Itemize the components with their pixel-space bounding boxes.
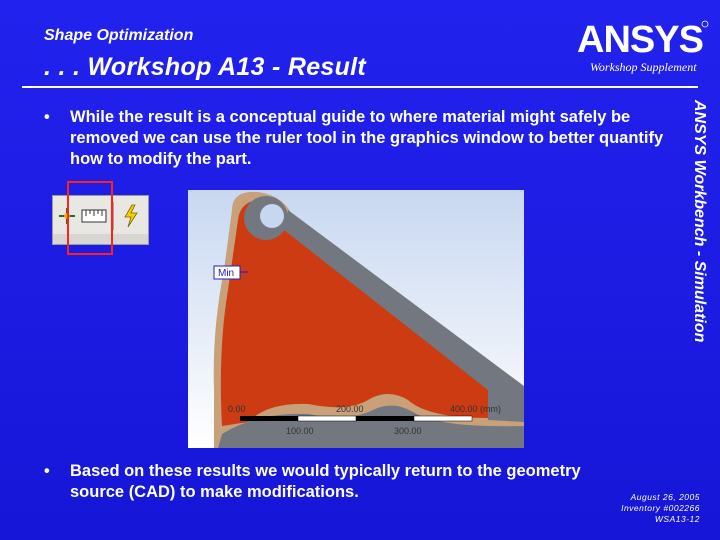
ruler-highlight-box bbox=[67, 181, 113, 255]
scale-bar-segment-1 bbox=[240, 416, 298, 421]
toolbar-separator bbox=[113, 202, 114, 230]
scale-tick-0: 0.00 bbox=[228, 404, 246, 414]
slide-title: . . . Workshop A13 - Result bbox=[44, 53, 367, 81]
scale-tick-2: 400.00 (mm) bbox=[450, 404, 502, 414]
footer-date: August 26, 2005 bbox=[630, 492, 700, 502]
header-rule bbox=[22, 86, 698, 88]
footer-info bbox=[600, 492, 700, 525]
bullet-1 bbox=[44, 107, 664, 170]
workshop-supplement: Workshop Supplement bbox=[590, 60, 697, 74]
bullet-2 bbox=[44, 461, 604, 503]
scale-bar-segment-4 bbox=[414, 416, 472, 421]
bullet-text: Based on these results we would typically return to the geometry source (CAD) to make modifications. bbox=[70, 462, 581, 501]
side-banner: ANSYS Workbench - Simulation bbox=[691, 100, 708, 343]
lightning-icon[interactable] bbox=[123, 204, 139, 228]
scale-subtick-0: 100.00 bbox=[286, 426, 314, 436]
min-label: Min bbox=[218, 268, 235, 279]
scale-bar-segment-2 bbox=[298, 416, 356, 421]
ansys-logo-text: ANSYS bbox=[577, 19, 703, 58]
scale-subtick-1: 300.00 bbox=[394, 426, 422, 436]
scale-bar-segment-3 bbox=[356, 416, 414, 421]
footer-inventory: Inventory #002266 bbox=[621, 503, 700, 513]
ansys-logo bbox=[577, 18, 709, 58]
slide-kicker: Shape Optimization bbox=[44, 27, 194, 44]
bullet-dot: • bbox=[44, 108, 50, 126]
bullet-text: While the result is a conceptual guide to where material might safely be removed we can use the ruler tool in the graphics window to better quantify how to modify the part. bbox=[70, 108, 664, 168]
scale-tick-1: 200.00 bbox=[336, 404, 364, 414]
boss-hole bbox=[260, 204, 284, 228]
bullet-dot: • bbox=[44, 462, 50, 480]
footer-code: WSA13-12 bbox=[654, 514, 700, 524]
graphics-window bbox=[188, 190, 524, 448]
